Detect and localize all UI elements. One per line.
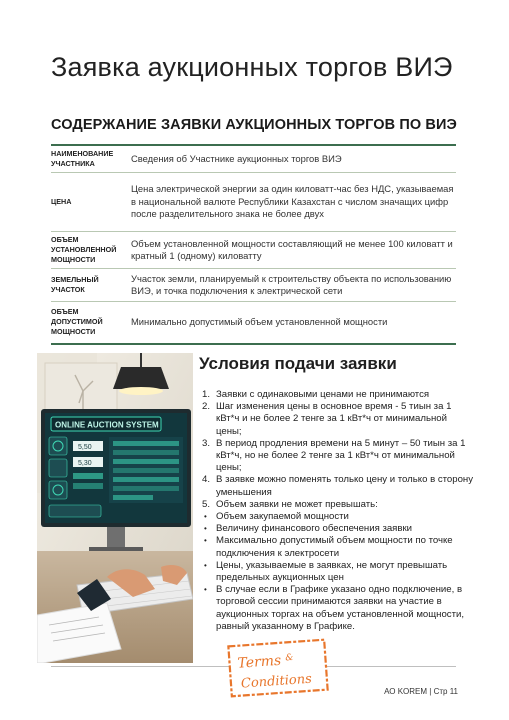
list-item bbox=[202, 389, 474, 401]
list-marker: 3. bbox=[202, 437, 211, 449]
page-footer: АО KOREM | Стр 11 bbox=[384, 687, 458, 696]
bullet-marker: • bbox=[204, 512, 207, 522]
row-label: ЦЕНА bbox=[51, 197, 72, 206]
auction-system-photo bbox=[37, 353, 193, 663]
list-item bbox=[202, 401, 474, 438]
list-marker: 1. bbox=[202, 389, 211, 400]
row-label: НАИМЕНОВАНИЕ УЧАСТНИКА bbox=[51, 149, 114, 168]
list-text: Максимально допустимый объем мощности по точке подключения к электросети bbox=[216, 535, 453, 559]
row-value: Участок земли, планируемый к строительству объекта по использованию ВИЭ, и точка подключения к электрической сети bbox=[131, 272, 452, 296]
list-text: В случае если в Графике указано одно подключение, в торговой сессии принимаются заявки на участие в аукционных торгах на объем установленной мощности, равный указанному в Графике. bbox=[216, 584, 464, 632]
stamp-word-2: Conditions bbox=[240, 671, 313, 692]
bullet-marker: • bbox=[204, 560, 207, 570]
list-item bbox=[202, 560, 474, 584]
list-text: Величину финансового обеспечения заявки bbox=[216, 523, 413, 535]
section-heading: СОДЕРЖАНИЕ ЗАЯВКИ АУКЦИОННЫХ ТОРГОВ ПО ВИЭ bbox=[51, 117, 457, 133]
page-title: Заявка аукционных торгов ВИЭ bbox=[51, 52, 453, 82]
list-item bbox=[202, 499, 474, 511]
stamp-graphic bbox=[224, 637, 332, 699]
list-item bbox=[202, 438, 474, 475]
bullet-marker: • bbox=[204, 524, 207, 534]
row-label: ЗЕМЕЛЬНЫЙ УЧАСТОК bbox=[51, 275, 99, 294]
list-marker: 4. bbox=[202, 474, 211, 486]
table-row bbox=[51, 173, 456, 232]
auction-illustration bbox=[37, 353, 193, 663]
bullet-marker: • bbox=[204, 536, 207, 546]
screen-title: ONLINE AUCTION SYSTEM bbox=[55, 420, 159, 430]
screen-value: 5,50 bbox=[78, 444, 92, 451]
screen-value: 5,30 bbox=[78, 460, 92, 467]
conditions-list bbox=[202, 389, 474, 633]
stamp-word-1: Terms bbox=[237, 652, 282, 672]
row-label: ОБЪЕМ ДОПУСТИМОЙ МОЩНОСТИ bbox=[51, 307, 103, 337]
list-text: Цены, указываемые в заявках, не могут превышать предельных аукционных цен bbox=[216, 559, 448, 584]
list-item bbox=[202, 523, 474, 535]
table-row bbox=[51, 269, 456, 302]
list-item bbox=[202, 474, 474, 498]
list-text: Объем заявки не может превышать: bbox=[216, 498, 378, 510]
application-content-table bbox=[51, 144, 456, 345]
table-row bbox=[51, 145, 456, 173]
conditions-title: Условия подачи заявки bbox=[199, 354, 397, 373]
bullet-marker: • bbox=[204, 585, 207, 595]
row-value: Минимально допустимый объем установленной мощности bbox=[131, 316, 388, 327]
table-row bbox=[51, 232, 456, 269]
list-item bbox=[202, 511, 474, 523]
list-marker: 5. bbox=[202, 498, 211, 510]
row-value: Сведения об Участнике аукционных торгов ВИЭ bbox=[131, 152, 342, 164]
table-row bbox=[51, 302, 456, 344]
row-value: Объем установленной мощности составляющий не менее 100 киловатт и кратный 1 (одному) киловатту bbox=[131, 237, 453, 261]
terms-conditions-stamp bbox=[224, 637, 332, 699]
list-text: Заявки с одинаковыми ценами не принимаются bbox=[216, 389, 430, 400]
row-label: ОБЪЕМ УСТАНОВЛЕННОЙ МОЩНОСТИ bbox=[51, 235, 117, 264]
list-text: Объем закупаемой мощности bbox=[216, 511, 349, 523]
stamp-ampersand: & bbox=[285, 652, 294, 664]
list-text: Шаг изменения цены в основное время - 5 тиын за 1 кВт*ч и не более 2 тенге за 1 кВт*ч от минимальной цены; bbox=[216, 401, 452, 437]
list-item bbox=[202, 584, 474, 633]
row-value: Цена электрической энергии за один киловатт-час без НДС, указываемая в национальной валюте Республики Казахстан с числом значащих цифр после разделительного знака не более двух bbox=[131, 183, 454, 220]
list-item bbox=[202, 535, 474, 559]
list-text: В заявке можно поменять только цену и только в сторону уменьшения bbox=[216, 474, 474, 498]
list-marker: 2. bbox=[202, 401, 211, 413]
list-text: В период продления времени на 5 минут – 50 тиын за 1 кВт*ч, но не более 2 тенге за 1 кВт*ч от минимальной цены; bbox=[216, 437, 466, 474]
